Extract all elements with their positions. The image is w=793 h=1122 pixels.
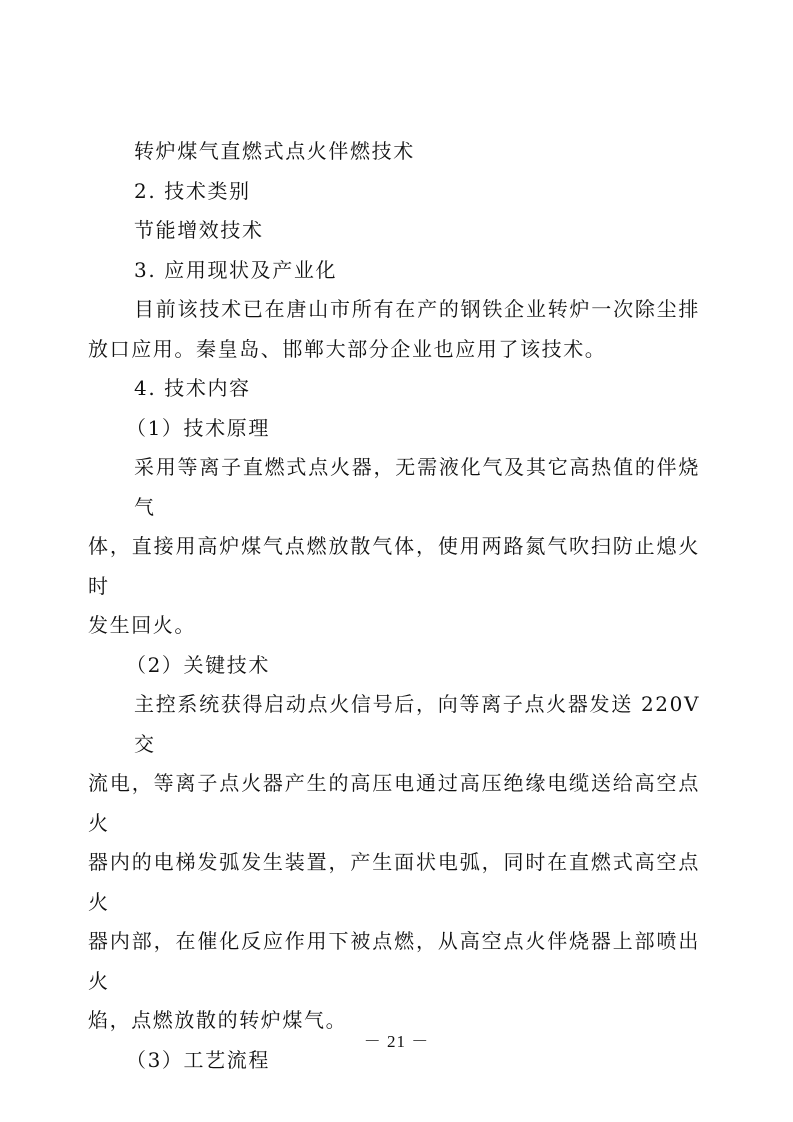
section-heading-status: 3. 应用现状及产业化 [134,257,338,282]
section-heading-category: 2. 技术类别 [134,178,251,203]
principle-paragraph-line: 发生回火。 [88,613,196,637]
principle-paragraph-line: 采用等离子直燃式点火器，无需液化气及其它高热值的伴烧气 [134,455,700,519]
key-paragraph-line: 主控系统获得启动点火信号后，向等离子点火器发送 220V 交 [134,692,700,756]
key-paragraph-line: 流电，等离子点火器产生的高压电通过高压绝缘电缆送给高空点火 [88,771,700,835]
key-paragraph-line: 器内的电梯发弧发生装置，产生面状电弧，同时在直燃式高空点火 [88,850,700,914]
principle-paragraph-line: 体，直接用高炉煤气点燃放散气体，使用两路氮气吹扫防止熄火时 [88,534,700,598]
subheading-principle: （1）技术原理 [126,415,270,440]
page-number: － 21 － [363,1032,430,1051]
technology-title: 转炉煤气直燃式点火伴燃技术 [134,139,415,163]
category-value: 节能增效技术 [134,218,264,242]
subheading-process-flow: （3）工艺流程 [126,1047,270,1072]
subheading-key-technology: （2）关键技术 [126,652,270,677]
key-paragraph-line: 焰，点燃放散的转炉煤气。 [88,1008,348,1032]
document-body [88,132,700,1080]
status-paragraph-line: 放口应用。秦皇岛、邯郸大部分企业也应用了该技术。 [88,336,607,361]
key-paragraph-line: 器内部，在催化反应作用下被点燃，从高空点火伴烧器上部喷出火 [88,929,700,993]
status-paragraph-line: 目前该技术已在唐山市所有在产的钢铁企业转炉一次除尘排 [134,297,700,321]
section-heading-content: 4. 技术内容 [134,376,251,400]
